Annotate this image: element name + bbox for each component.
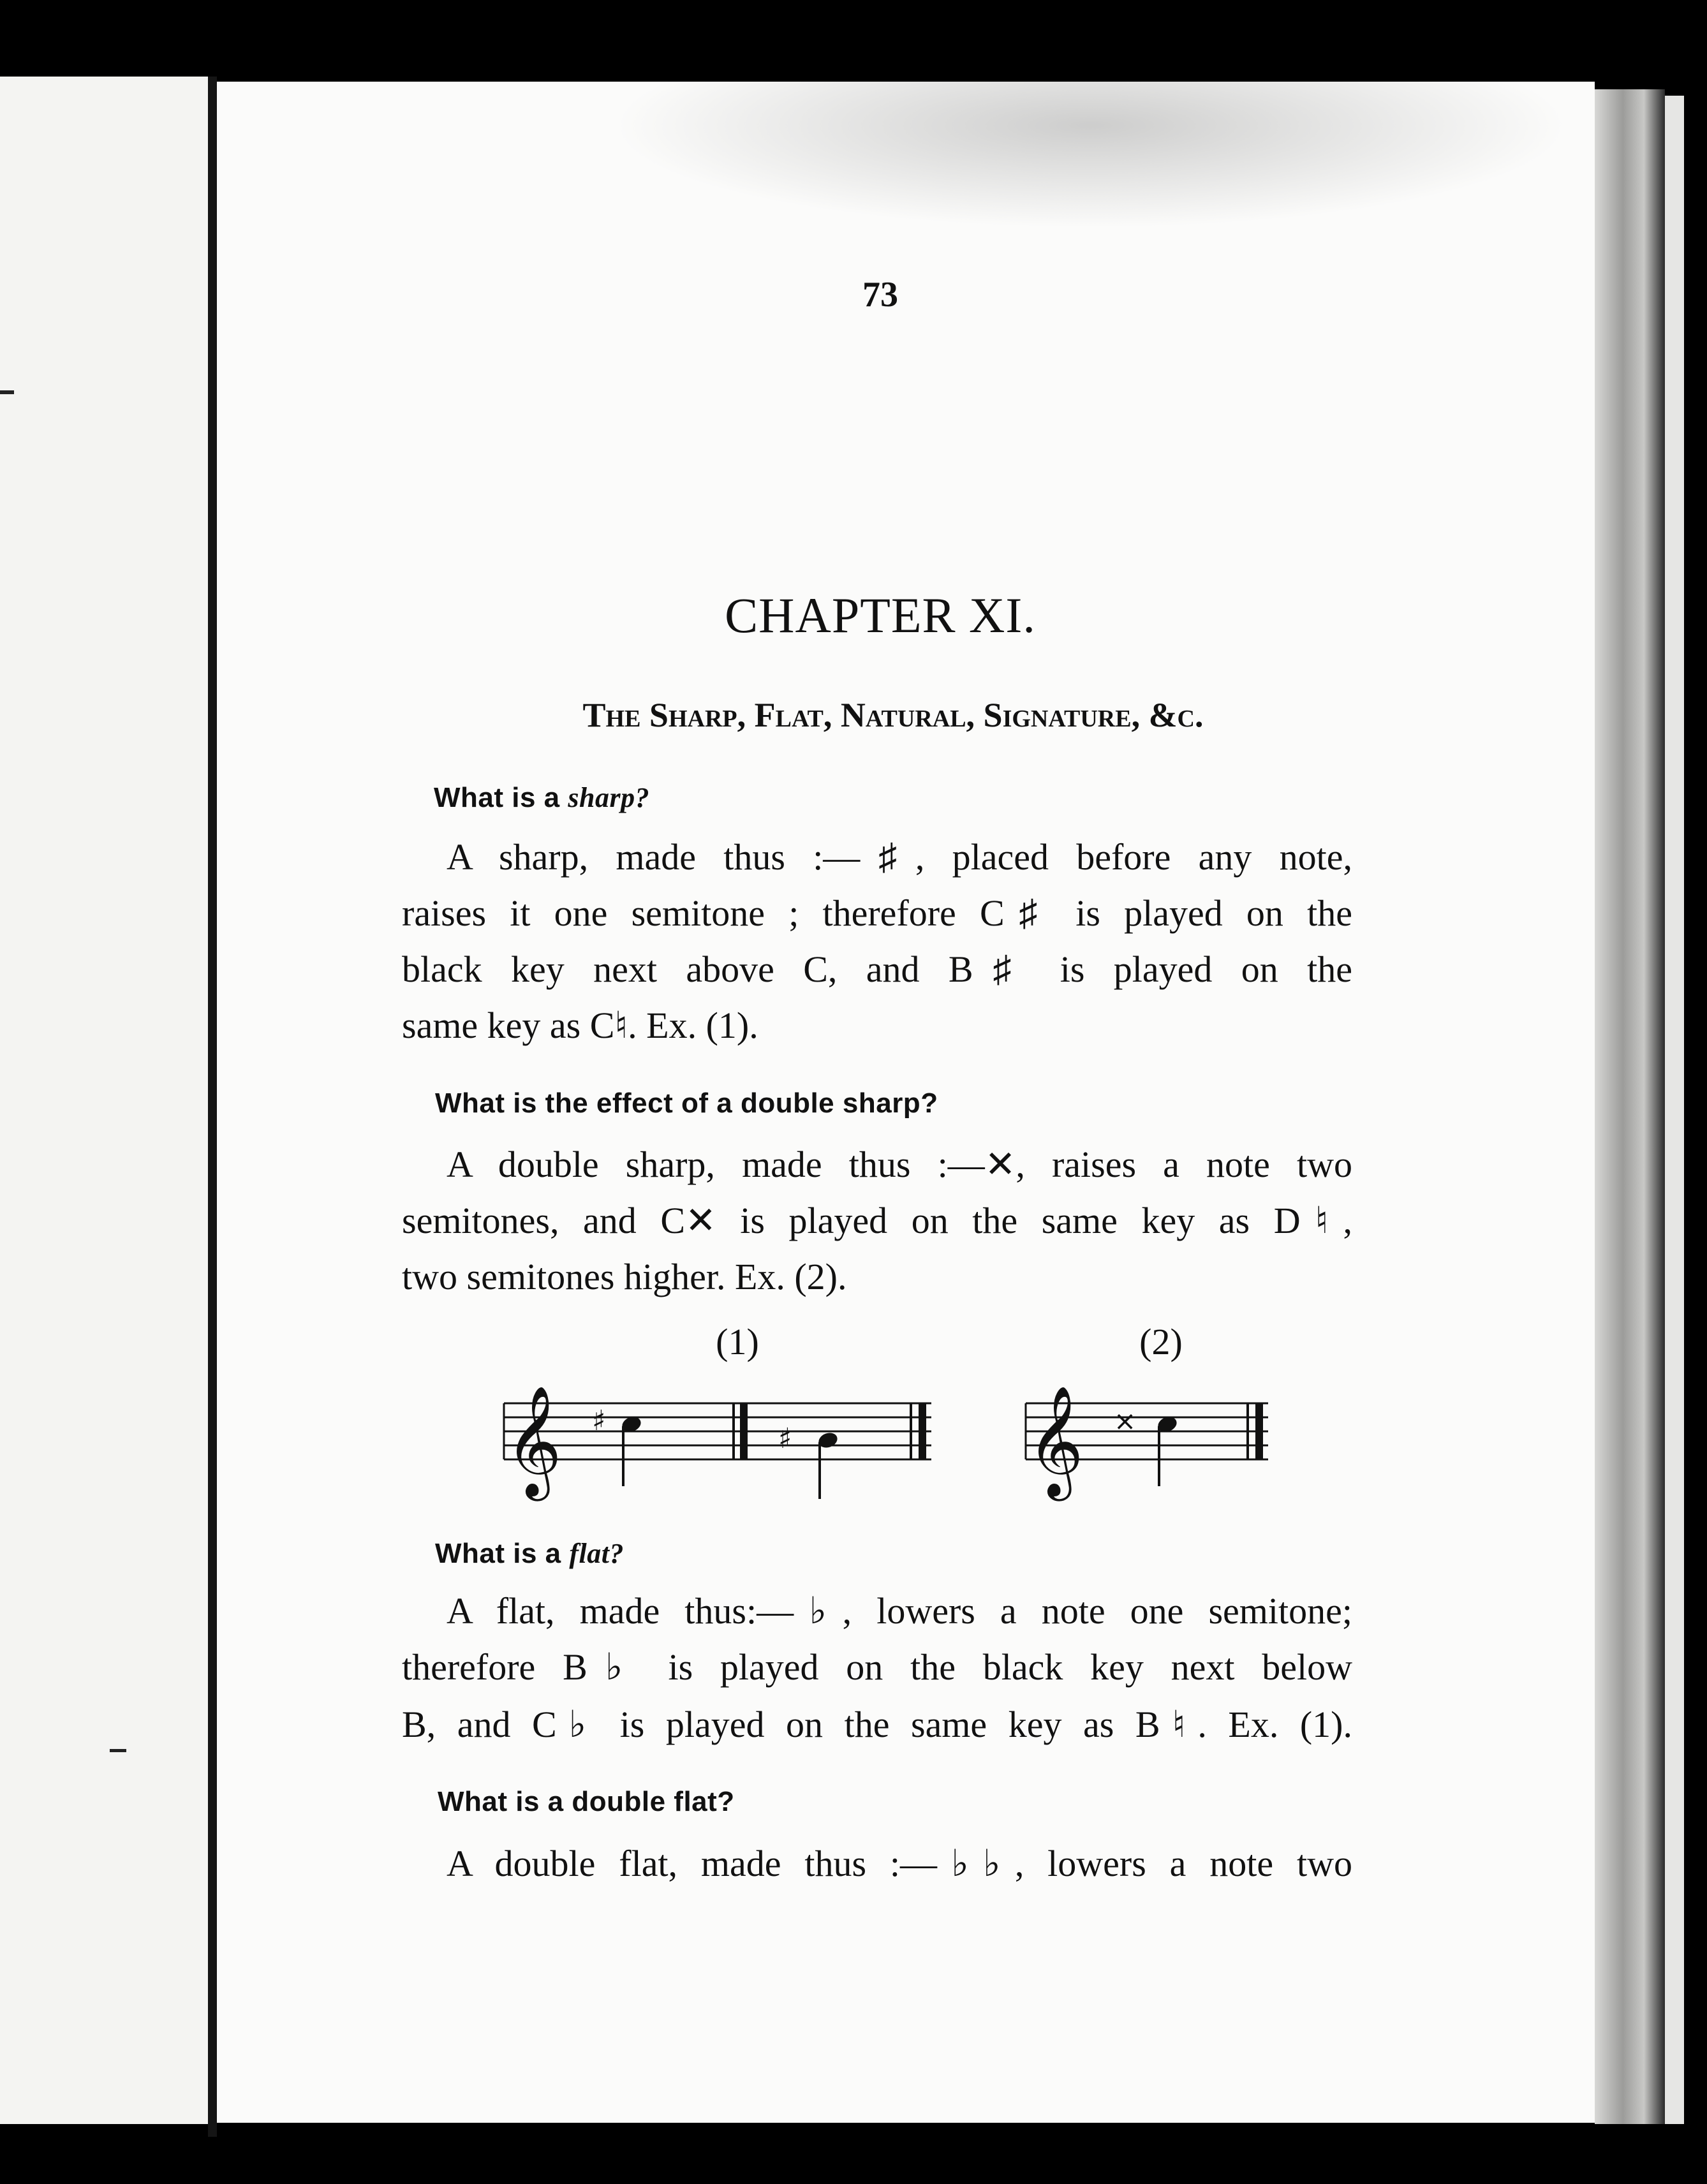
question-double-sharp: What is the effect of a double sharp? bbox=[435, 1088, 938, 1119]
answer-line: therefore B♭ is played on the black key next below bbox=[402, 1646, 1352, 1688]
section-title: The Sharp, Flat, Natural, Signature, &c. bbox=[582, 696, 1204, 734]
question-emphasis: sharp? bbox=[568, 782, 650, 813]
question-text: What is a bbox=[435, 1538, 570, 1569]
chapter-title: CHAPTER XI. bbox=[725, 587, 1036, 643]
answer-line: A sharp, made thus :—♯, placed before any note, bbox=[447, 836, 1352, 878]
example-2-label: (2) bbox=[1139, 1321, 1183, 1362]
sharp-icon: ♯ bbox=[592, 1405, 606, 1437]
answer-line: semitones, and C✕ is played on the same key as D♮, bbox=[402, 1200, 1352, 1241]
sharp-icon: ♯ bbox=[778, 1422, 792, 1455]
page-number: 73 bbox=[862, 275, 898, 314]
answer-line: black key next above C, and B♯ is played on the bbox=[402, 948, 1352, 990]
answer-line: two semitones higher. Ex. (2). bbox=[402, 1256, 847, 1297]
example-2-staff bbox=[1019, 1378, 1275, 1518]
answer-line: A double sharp, made thus :—✕, raises a note two bbox=[447, 1144, 1352, 1185]
page-stack-edge bbox=[1595, 89, 1665, 2124]
answer-line: B, and C♭ is played on the same key as B♮. Ex. (1). bbox=[402, 1704, 1352, 1745]
answer-line: raises it one semitone ; therefore C♯ is played on the bbox=[402, 892, 1352, 934]
question-emphasis: flat? bbox=[569, 1538, 624, 1569]
example-1-label: (1) bbox=[716, 1321, 759, 1362]
answer-line: A flat, made thus:—♭, lowers a note one semitone; bbox=[447, 1590, 1352, 1632]
previous-page-edge bbox=[0, 77, 214, 2124]
treble-clef-icon: 𝄞 bbox=[505, 1385, 562, 1496]
question-sharp bbox=[434, 781, 649, 814]
question-text: What is a bbox=[434, 782, 568, 813]
question-double-flat: What is a double flat? bbox=[438, 1786, 735, 1817]
page-stain bbox=[612, 82, 1569, 228]
page-stack-edge bbox=[1665, 96, 1684, 2124]
margin-mark bbox=[110, 1749, 126, 1752]
margin-mark bbox=[0, 390, 14, 394]
answer-line: same key as C♮. Ex. (1). bbox=[402, 1005, 758, 1046]
answer-line: A double flat, made thus :—♭♭, lowers a note two bbox=[447, 1843, 1352, 1884]
example-1-staff bbox=[498, 1378, 944, 1518]
double-sharp-icon: × bbox=[1114, 1405, 1137, 1436]
treble-clef-icon: 𝄞 bbox=[1027, 1385, 1084, 1496]
question-flat bbox=[435, 1537, 624, 1570]
book-spine bbox=[208, 77, 217, 2137]
